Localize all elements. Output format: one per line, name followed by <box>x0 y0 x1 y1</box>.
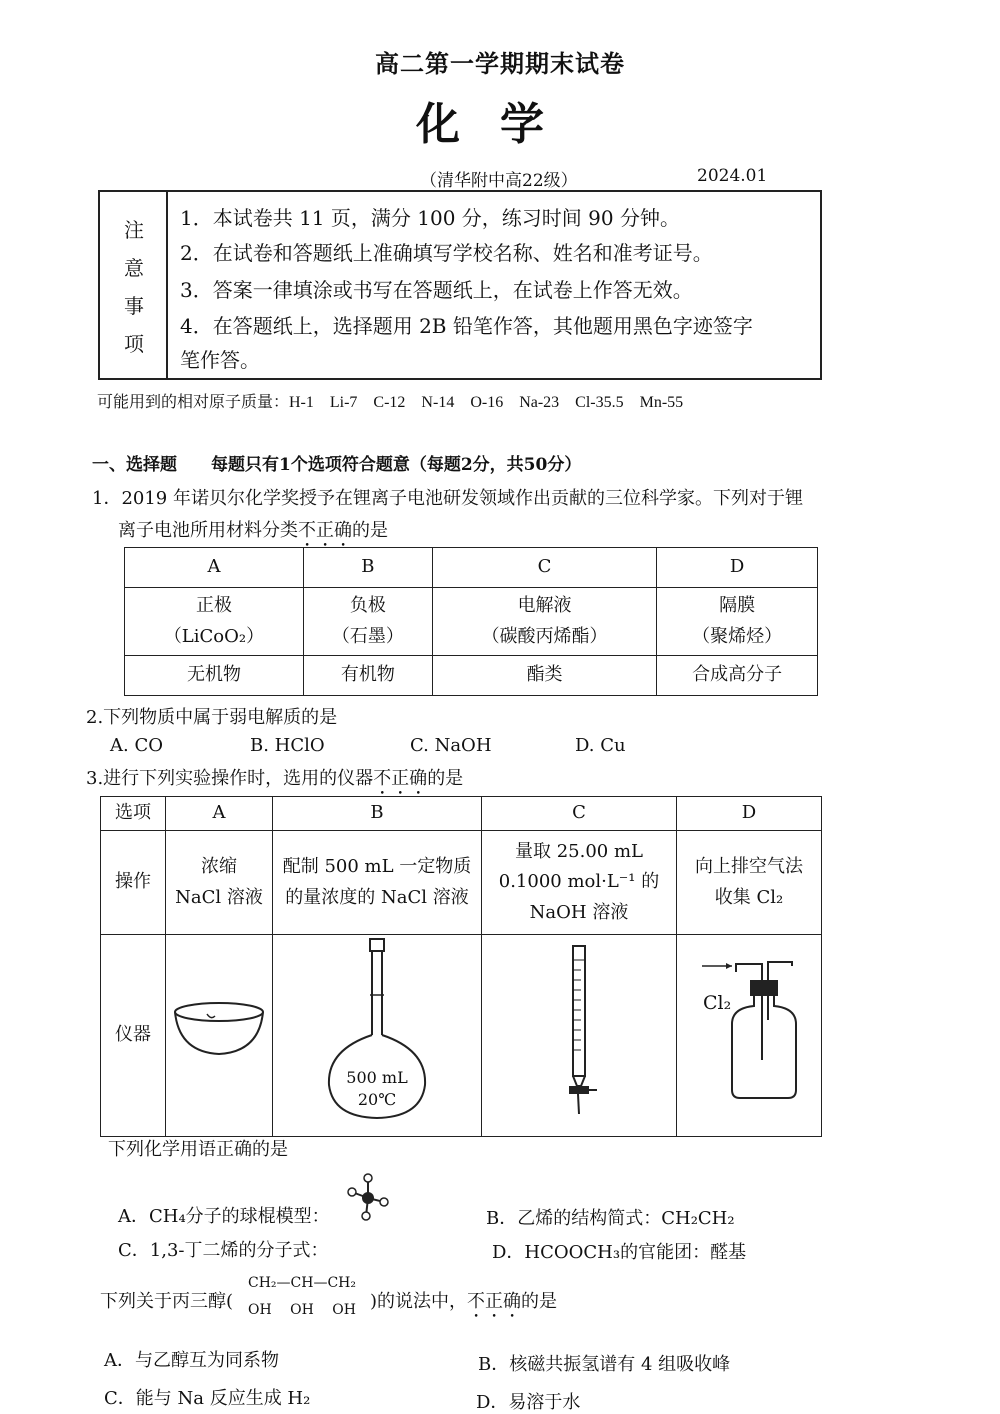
q1-stem-line1: 1．2019 年诺贝尔化学奖授予在锂离子电池研发领域作出贡献的三位科学家。下列对于锂 <box>92 488 803 509</box>
burette-icon <box>549 940 609 1120</box>
section-heading: 一、选择题 每题只有1个选项符合题意（每题2分，共50分） <box>92 455 582 475</box>
methane-ball-stick-model-icon <box>346 1172 390 1224</box>
q1-material-cell <box>432 588 656 656</box>
q1-header: A <box>125 548 304 588</box>
q3-stem-emphasis: 不正确 <box>373 768 428 789</box>
q5-option-b: B．核磁共振氢谱有 4 组吸收峰 <box>478 1354 731 1375</box>
q3-table <box>100 796 822 1137</box>
q4-stem: 下列化学用语正确的是 <box>108 1139 288 1160</box>
notice-heading-char: 注 <box>124 218 144 242</box>
q1-material-formula: （LiCoO₂） <box>163 625 265 647</box>
q5-stem-text: )的说法中， <box>370 1291 468 1312</box>
exam-date: 2024.01 <box>697 166 768 186</box>
flask-label <box>273 1067 481 1110</box>
subject-title: 化学 <box>416 99 584 150</box>
q1-material-formula: （碳酸丙烯酯） <box>481 625 608 647</box>
q5-option-d: D．易溶于水 <box>476 1392 581 1413</box>
q3-instrument-d <box>677 935 822 1137</box>
q5-stem-text: 的是 <box>521 1291 558 1312</box>
q3-op-line: 的量浓度的 NaCl 溶液 <box>285 886 469 908</box>
q4-option-c: C．1,3-丁二烯的分子式： <box>118 1240 329 1261</box>
q5-stem-emphasis: 不正确 <box>467 1291 522 1312</box>
q1-header: B <box>303 548 432 588</box>
notice-item: 4．在答题纸上，选择题用 2B 铅笔作答，其他题用黑色字迹签字 <box>180 314 753 338</box>
q1-table <box>124 547 818 696</box>
q1-material-cell <box>125 588 304 656</box>
q3-op-line: 量取 25.00 mL <box>515 840 643 862</box>
q3-op-b <box>273 831 482 935</box>
glycerol-formula-bottom: OH OH OH <box>248 1301 356 1318</box>
q1-header: D <box>657 548 818 588</box>
q1-material-formula: （聚烯烃） <box>692 625 783 647</box>
q3-row-label: 操作 <box>101 831 166 935</box>
q5-option-a: A．与乙醇互为同系物 <box>104 1350 279 1371</box>
q1-material-name: 电解液 <box>517 594 572 616</box>
q2-option-a: A. CO <box>110 735 163 756</box>
q2-option-d: D. Cu <box>575 735 626 756</box>
q3-row-label: 仪器 <box>101 935 166 1137</box>
q1-material-name: 负极 <box>349 594 386 616</box>
notice-heading-char: 意 <box>124 256 144 280</box>
q3-instrument-b <box>273 935 482 1137</box>
q3-op-c <box>482 831 677 935</box>
q1-stem-text: 的是 <box>352 520 388 541</box>
q5-option-c: C．能与 Na 反应生成 H₂ <box>104 1388 311 1409</box>
q3-stem-text: 3.进行下列实验操作时，选用的仪器 <box>86 768 374 789</box>
q3-stem <box>86 764 463 799</box>
q3-op-d <box>677 831 822 935</box>
notice-item: 笔作答。 <box>180 348 260 372</box>
school-label: （清华附中高22级） <box>420 171 578 191</box>
atomic-masses: 可能用到的相对原子质量：H-1 Li-7 C-12 N-14 O-16 Na-23 Cl-35.5 Mn-55 <box>97 394 684 411</box>
notice-item: 1．本试卷共 11 页，满分 100 分，练习时间 90 分钟。 <box>180 206 680 230</box>
glycerol-formula <box>248 1270 356 1323</box>
q2-option-b: B. HClO <box>250 735 325 756</box>
q3-op-a <box>166 831 273 935</box>
notice-item: 2．在试卷和答题纸上准确填写学校名称、姓名和准考证号。 <box>180 241 713 265</box>
q3-row-label: 选项 <box>101 797 166 831</box>
q1-class: 无机物 <box>125 656 304 696</box>
q3-op-line: NaCl 溶液 <box>175 886 263 908</box>
glycerol-formula-top: CH₂—CH—CH₂ <box>248 1275 356 1291</box>
notice-heading-char: 项 <box>124 332 144 356</box>
q3-op-line: 配制 500 mL 一定物质 <box>282 855 472 877</box>
q1-material-formula: （石墨） <box>331 625 404 647</box>
notice-heading <box>100 192 168 378</box>
q3-header: A <box>166 797 273 831</box>
q3-header: B <box>273 797 482 831</box>
q3-instrument-a <box>166 935 273 1137</box>
q1-material-name: 隔膜 <box>719 594 756 616</box>
q5-stem-post <box>370 1287 557 1322</box>
q1-material-name: 正极 <box>195 594 232 616</box>
q1-class: 合成高分子 <box>657 656 818 696</box>
notice-box <box>98 190 822 380</box>
q4-option-a: A．CH₄分子的球棍模型： <box>118 1206 330 1227</box>
q3-op-line: 0.1000 mol·L⁻¹ 的 <box>498 871 660 893</box>
q1-material-cell <box>303 588 432 656</box>
notice-heading-char: 事 <box>124 294 144 318</box>
q3-op-line: 收集 Cl₂ <box>714 886 784 908</box>
q3-header: C <box>482 797 677 831</box>
q1-stem-text: 离子电池所用材料分类 <box>118 520 298 541</box>
q3-instrument-c <box>482 935 677 1137</box>
evaporating-dish-icon <box>169 990 269 1070</box>
q2-option-c: C. NaOH <box>410 735 492 756</box>
q4-option-d: D．HCOOCH₃的官能团：醛基 <box>492 1242 747 1263</box>
q4-option-b: B．乙烯的结构简式：CH₂CH₂ <box>486 1208 735 1229</box>
q1-material-cell <box>657 588 818 656</box>
q1-class: 有机物 <box>303 656 432 696</box>
q3-stem-text: 的是 <box>427 768 464 789</box>
exam-title: 高二第一学期期末试卷 <box>375 49 625 78</box>
q3-op-line: 向上排空气法 <box>695 855 803 877</box>
q3-op-line: NaOH 溶液 <box>529 901 629 923</box>
q5-stem-pre: 下列关于丙三醇( <box>100 1291 234 1312</box>
q1-header: C <box>432 548 656 588</box>
q1-class: 酯类 <box>432 656 656 696</box>
cl2-gas-label: Cl₂ <box>703 992 732 1014</box>
q2-stem: 2.下列物质中属于弱电解质的是 <box>86 707 338 728</box>
flask-volume: 500 mL <box>346 1068 408 1087</box>
notice-item: 3．答案一律填涂或书写在答题纸上，在试卷上作答无效。 <box>180 278 693 302</box>
q1-stem-emphasis: 不正确 <box>298 520 352 541</box>
flask-temperature: 20℃ <box>357 1089 397 1109</box>
gas-collection-bottle-icon <box>684 950 814 1110</box>
q3-op-line: 浓缩 <box>201 855 237 877</box>
q3-header: D <box>677 797 822 831</box>
q1-stem-line2 <box>118 516 388 551</box>
